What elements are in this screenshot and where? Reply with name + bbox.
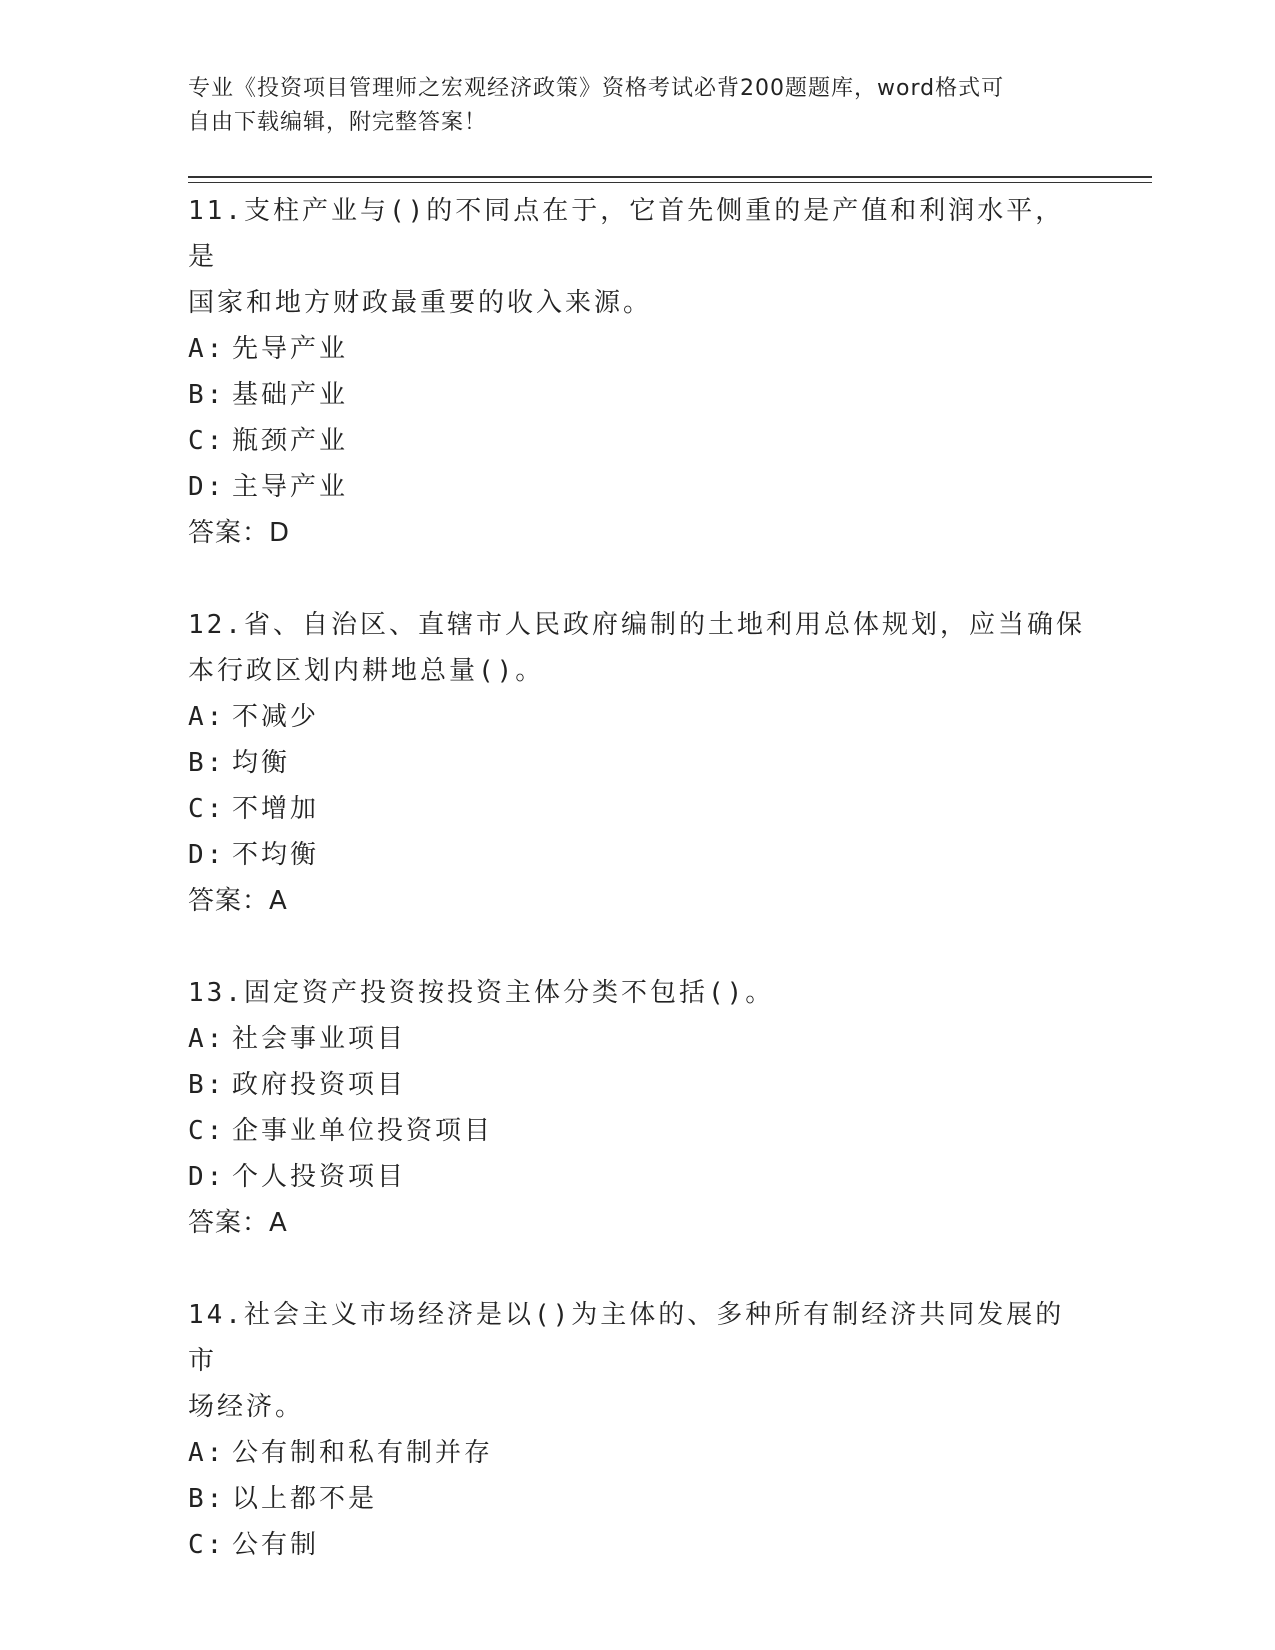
option-b [188, 372, 1088, 418]
option-text: 政府投资项目 [232, 1070, 407, 1100]
answer-line: 答案：A [188, 1208, 288, 1238]
option-c [188, 1522, 1088, 1568]
option-letter: D: [188, 1162, 226, 1192]
option-c [188, 418, 1088, 464]
option-letter: C: [188, 426, 226, 456]
option-a [188, 694, 1088, 740]
option-text: 以上都不是 [232, 1484, 378, 1514]
option-letter: C: [188, 794, 226, 824]
question-stem-line-2: 本行政区划内耕地总量()。 [188, 656, 545, 686]
option-text: 瓶颈产业 [232, 426, 349, 456]
document-header [188, 72, 1068, 140]
question-14 [188, 1292, 1088, 1568]
option-letter: B: [188, 1070, 226, 1100]
option-a [188, 326, 1088, 372]
answer-line: 答案：D [188, 518, 291, 548]
question-12 [188, 602, 1088, 924]
option-letter: B: [188, 1484, 226, 1514]
option-letter: D: [188, 472, 226, 502]
option-a [188, 1430, 1088, 1476]
question-stem-line-1: 14.社会主义市场经济是以()为主体的、多种所有制经济共同发展的市 [188, 1300, 1065, 1376]
header-title-line-1: 专业《投资项目管理师之宏观经济政策》资格考试必背200题题库，word格式可 [188, 76, 1005, 101]
option-text: 不增加 [232, 794, 320, 824]
option-b [188, 1062, 1088, 1108]
option-a [188, 1016, 1088, 1062]
option-letter: A: [188, 1438, 226, 1468]
option-letter: A: [188, 334, 226, 364]
option-text: 先导产业 [232, 334, 349, 364]
option-c [188, 786, 1088, 832]
option-letter: A: [188, 702, 226, 732]
option-text: 社会事业项目 [232, 1024, 407, 1054]
question-11 [188, 188, 1088, 556]
question-13 [188, 970, 1088, 1246]
option-text: 基础产业 [232, 380, 349, 410]
option-letter: D: [188, 840, 226, 870]
option-d [188, 832, 1088, 878]
option-text: 不减少 [232, 702, 320, 732]
question-stem-line-1: 12.省、自治区、直辖市人民政府编制的土地利用总体规划，应当确保 [188, 610, 1085, 640]
option-letter: B: [188, 748, 226, 778]
option-text: 公有制 [232, 1530, 320, 1560]
option-text: 主导产业 [232, 472, 349, 502]
header-title-line-2: 自由下载编辑，附完整答案！ [188, 110, 488, 135]
option-letter: C: [188, 1530, 226, 1560]
option-text: 均衡 [232, 748, 291, 778]
question-stem-line-1: 13.固定资产投资按投资主体分类不包括()。 [188, 978, 775, 1008]
option-letter: C: [188, 1116, 226, 1146]
option-text: 个人投资项目 [232, 1162, 407, 1192]
option-letter: B: [188, 380, 226, 410]
option-c [188, 1108, 1088, 1154]
question-stem-line-2: 国家和地方财政最重要的收入来源。 [188, 288, 653, 318]
question-stem-line-1: 11.支柱产业与()的不同点在于，它首先侧重的是产值和利润水平，是 [188, 196, 1065, 272]
header-divider-thin [188, 182, 1152, 183]
option-text: 不均衡 [232, 840, 320, 870]
option-b [188, 740, 1088, 786]
option-b [188, 1476, 1088, 1522]
answer-line: 答案：A [188, 886, 288, 916]
option-text: 企事业单位投资项目 [232, 1116, 494, 1146]
option-d [188, 1154, 1088, 1200]
option-d [188, 464, 1088, 510]
question-list [188, 188, 1088, 1614]
option-text: 公有制和私有制并存 [232, 1438, 494, 1468]
header-divider-thick [188, 176, 1152, 178]
question-stem-line-2: 场经济。 [188, 1392, 305, 1422]
option-letter: A: [188, 1024, 226, 1054]
